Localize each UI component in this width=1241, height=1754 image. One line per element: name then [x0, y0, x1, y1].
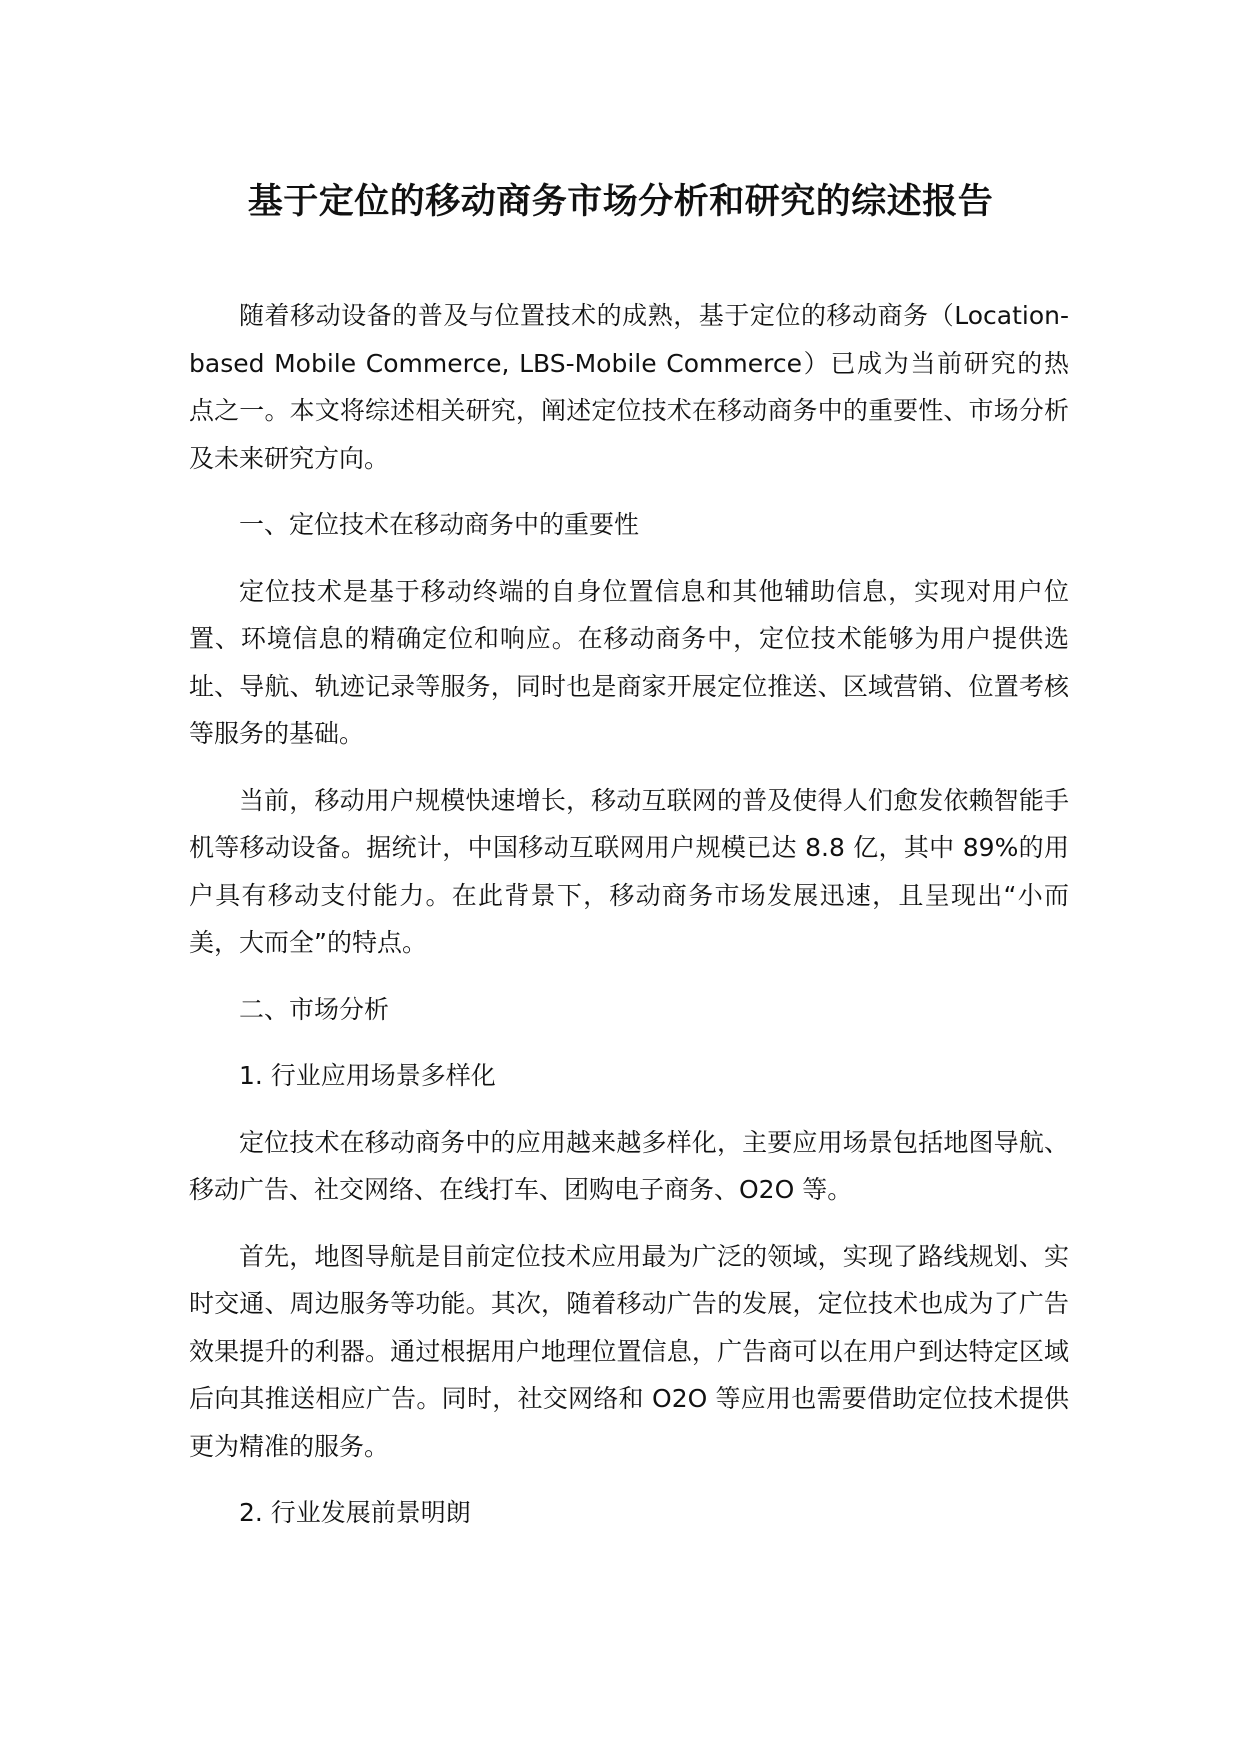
subheading-development-prospects: 2. 行业发展前景明朗 — [239, 1498, 471, 1527]
paragraph-positioning-definition: 定位技术是基于移动终端的自身位置信息和其他辅助信息，实现对用户位置、环境信息的精确定位和响应。在移动商务中，定位技术能够为用户提供选址、导航、轨迹记录等服务，同时也是商家开展定位推送、区域营销、位置考核等服务的基础。 — [189, 576, 1069, 748]
intro-paragraph: 随着移动设备的普及与位置技术的成熟，基于定位的移动商务（Location-based Mobile Commerce, LBS-Mobile Commerce）已成为当前研究的热点之一。本文将综述相关研究，阐述定位技术在移动商务中的重要性、市场分析及未来研究方向。 — [189, 301, 1069, 473]
paragraph-user-statistics: 当前，移动用户规模快速增长，移动互联网的普及使得人们愈发依赖智能手机等移动设备。据统计，中国移动互联网用户规模已达 8.8 亿，其中 89%的用户具有移动支付能力。在此背景下，移动商务市场发展迅速，且呈现出“小而美，大而全”的特点。 — [189, 785, 1069, 957]
document-title: 基于定位的移动商务市场分析和研究的综述报告 — [247, 182, 994, 222]
section-heading-importance: 一、定位技术在移动商务中的重要性 — [239, 510, 640, 539]
document-body — [189, 292, 1069, 1556]
paragraph-application-list: 定位技术在移动商务中的应用越来越多样化，主要应用场景包括地图导航、移动广告、社交网络、在线打车、团购电子商务、O2O 等。 — [189, 1127, 1069, 1204]
section-heading-market-analysis: 二、市场分析 — [239, 994, 390, 1024]
subheading-application-scenarios: 1. 行业应用场景多样化 — [239, 1061, 496, 1090]
paragraph-application-details: 首先，地图导航是目前定位技术应用最为广泛的领域，实现了路线规划、实时交通、周边服务等功能。其次，随着移动广告的发展，定位技术也成为了广告效果提升的利器。通过根据用户地理位置信息，广告商可以在用户到达特定区域后向其推送相应广告。同时，社交网络和 O2O 等应用也需要借助定位技术提供更为精准的服务。 — [189, 1241, 1069, 1461]
